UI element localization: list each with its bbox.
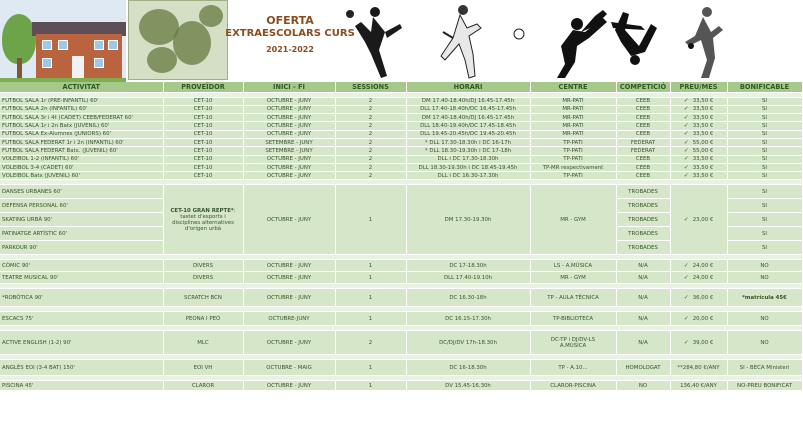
checkmark-icon: ✓: [683, 105, 689, 113]
table-row: [0, 147, 802, 155]
table-row: [0, 360, 802, 376]
table-cell: CET-10: [163, 163, 243, 171]
col-centre: CENTRE: [530, 82, 616, 92]
table-cell: OCTUBRE - JUNY: [243, 272, 335, 284]
table-cell: ✓ 33,50 €: [670, 172, 727, 180]
title-line1: OFERTA: [266, 14, 314, 27]
table-cell: CEEB: [616, 172, 670, 180]
table-cell: ✓ 33,50 €: [670, 105, 727, 113]
table-cell: SI: [727, 147, 802, 155]
table-cell: FUTBOL SALA FEDERAT 1r i 2n (INFANTIL) 60': [0, 138, 163, 146]
activities-table: [0, 82, 803, 391]
table-cell: CEEB: [616, 105, 670, 113]
table-cell: SI: [727, 185, 802, 199]
table-row: [0, 272, 802, 284]
table-cell: DLL 18.30-19.30h i DC 18.45-19.45h: [406, 163, 530, 171]
table-cell: CET-10: [163, 122, 243, 130]
checkmark-icon: ✓: [683, 163, 689, 171]
table-cell: 2: [335, 172, 406, 180]
table-cell: 2: [335, 163, 406, 171]
table-cell: N/A: [616, 312, 670, 326]
table-cell: DM 17.40-18.40h/DJ 16.45-17.45h: [406, 97, 530, 105]
table-cell: OCTUBRE - JUNY: [243, 185, 335, 255]
table-cell: OCTUBRE - JUNY: [243, 122, 335, 130]
table-cell: TP-PATI: [530, 172, 616, 180]
table-cell: FUTBOL SALA Ex-Alumnes (JUNIORS) 60': [0, 130, 163, 138]
table-cell: SETEMBRE - JUNY: [243, 147, 335, 155]
table-cell: TP - AULA TÈCNICA: [530, 289, 616, 307]
urban-provider-cell: CET-10 GRAN REPTE*: tastet d'esports i disciplines alternatives d'origen urbà: [163, 185, 243, 255]
table-cell: MR-PATI: [530, 130, 616, 138]
table-cell: CEEB: [616, 155, 670, 163]
table-cell: CEEB: [616, 163, 670, 171]
table-cell: DANSES URBANES 60': [0, 185, 163, 199]
table-cell: SI: [727, 97, 802, 105]
table-row: [0, 260, 802, 272]
checkmark-icon: ✓: [683, 122, 689, 130]
table-cell: 2: [335, 130, 406, 138]
table-row: [0, 331, 802, 355]
table-cell: FEDERAT: [616, 147, 670, 155]
volleyball-player-icon: [355, 7, 402, 78]
table-cell: OCTUBRE - JUNY: [243, 331, 335, 355]
table-cell: CEEB: [616, 122, 670, 130]
table-cell: * DLL 18.30-19.30h i DC 17-18h: [406, 147, 530, 155]
volleyball-icon: [346, 10, 354, 18]
table-cell: FUTBOL SALA FEDERAT Batx. (JUVENIL) 60': [0, 147, 163, 155]
checkmark-icon: ✓: [683, 171, 689, 179]
table-cell: 1: [335, 272, 406, 284]
table-cell: OCTUBRE - JUNY: [243, 260, 335, 272]
checkmark-icon: ✓: [683, 293, 689, 301]
table-cell: ✓ 33,50 €: [670, 114, 727, 122]
table-cell: MLC: [163, 331, 243, 355]
table-cell: 1: [335, 360, 406, 376]
table-cell: ✓ 24,00 €: [670, 272, 727, 284]
table-cell: ESCACS 75': [0, 312, 163, 326]
table-row: [0, 114, 802, 122]
table-cell: SI: [727, 163, 802, 171]
table-cell: N/A: [616, 272, 670, 284]
table-cell: DC 16.15-17.30h: [406, 312, 530, 326]
table-cell: OCTUBRE - JUNY: [243, 130, 335, 138]
table-cell: TROBADES: [616, 185, 670, 199]
table-row: [0, 130, 802, 138]
table-cell: ✓ 33,50 €: [670, 97, 727, 105]
header-banner: [0, 0, 758, 82]
table-cell: ACTIVE ENGLISH (1-2) 90': [0, 331, 163, 355]
table-cell: TP-PATI: [530, 138, 616, 146]
col-sessions: SESSIONS: [335, 82, 406, 92]
table-cell: TP-PATI: [530, 147, 616, 155]
table-header-row: [0, 82, 802, 92]
table-row: [0, 138, 802, 146]
table-cell: NO: [616, 381, 670, 391]
table-cell: TROBADES: [616, 227, 670, 241]
checkmark-icon: ✓: [683, 138, 689, 146]
martial-artist-icon: [557, 10, 607, 78]
table-row: [0, 105, 802, 113]
table-cell: FUTBOL SALA 1r (PRE-INFANTIL) 60': [0, 97, 163, 105]
table-cell: N/A: [616, 331, 670, 355]
table-cell: CET-10: [163, 114, 243, 122]
table-cell: SETEMBRE - JUNY: [243, 138, 335, 146]
table-cell: CET-10: [163, 97, 243, 105]
table-cell: 136,40 €/ANY: [670, 381, 727, 391]
table-cell: ✓ 24,00 €: [670, 260, 727, 272]
table-cell: 1: [335, 260, 406, 272]
table-cell: 1: [335, 381, 406, 391]
checkmark-icon: ✓: [683, 130, 689, 138]
table-cell: OCTUBRE - JUNY: [243, 172, 335, 180]
table-cell: SCRATCH BCN: [163, 289, 243, 307]
table-row: [0, 381, 802, 391]
table-cell: VOLEIBOL 1-2 (INFANTIL) 60': [0, 155, 163, 163]
checkmark-icon: ✓: [683, 146, 689, 154]
table-cell: DLL 17.40-19.10h: [406, 272, 530, 284]
table-cell: SI - BECA Ministeri: [727, 360, 802, 376]
table-cell: CET-10: [163, 172, 243, 180]
table-row: [0, 172, 802, 180]
table-cell: MR-PATI: [530, 97, 616, 105]
table-cell: SI: [727, 172, 802, 180]
col-bonificable: BONIFICABLE: [727, 82, 802, 92]
table-cell: SI: [727, 122, 802, 130]
table-cell: DC-TP i DJ/DV-LS A.MÚSICA: [530, 331, 616, 355]
dancer-icon: [685, 7, 723, 78]
table-cell: CEEB: [616, 130, 670, 138]
checkmark-icon: ✓: [683, 113, 689, 121]
football-sketch-image: [128, 0, 228, 80]
col-inici: INICI - FI: [243, 82, 335, 92]
breakdancer-icon: [611, 12, 657, 65]
checkmark-icon: ✓: [683, 314, 689, 322]
table-cell: PISCINA 45': [0, 381, 163, 391]
table-cell: ✓ 20,00 €: [670, 312, 727, 326]
table-cell: TP-MR respectivament: [530, 163, 616, 171]
table-cell: ANGLÈS EOI (3-4 BAT) 150': [0, 360, 163, 376]
table-cell: VOLEIBOL 3-4 (CADET) 60': [0, 163, 163, 171]
table-cell: TP-PATI: [530, 155, 616, 163]
col-activitat: ACTIVITAT: [0, 82, 163, 92]
table-cell: TROBADES: [616, 213, 670, 227]
table-cell: 2: [335, 114, 406, 122]
table-cell: OCTUBRE - JUNY: [243, 381, 335, 391]
table-cell: OCTUBRE - JUNY: [243, 105, 335, 113]
table-cell: TROBADES: [616, 241, 670, 255]
table-cell: OCTUBRE-JUNY: [243, 312, 335, 326]
table-cell: NO-PREU BONIFICAT: [727, 381, 802, 391]
table-cell: FUTBOL SALA 1r i 2n Batx (JUVENIL) 60': [0, 122, 163, 130]
col-proveidor: PROVEÏDOR: [163, 82, 243, 92]
table-row: [0, 97, 802, 105]
table-cell: CET-10: [163, 130, 243, 138]
col-preu: PREU/MES: [670, 82, 727, 92]
table-cell: MR - GYM: [530, 185, 616, 255]
school-year: 2021-2022: [266, 45, 314, 54]
table-cell: DC/DJ/DV 17h-18.30h: [406, 331, 530, 355]
table-cell: 1: [335, 312, 406, 326]
table-cell: CET-10: [163, 147, 243, 155]
table-cell: DIVERS: [163, 260, 243, 272]
football-player-icon: [441, 5, 524, 78]
table-cell: DC 16.30-18h: [406, 289, 530, 307]
table-cell: **284,80 €/ANY: [670, 360, 727, 376]
table-cell: MR-PATI: [530, 122, 616, 130]
table-cell: NO: [727, 312, 802, 326]
table-row: [0, 185, 802, 199]
checkmark-icon: ✓: [683, 97, 689, 105]
table-cell: MR - GYM: [530, 272, 616, 284]
table-cell: NO: [727, 260, 802, 272]
col-horari: HORARI: [406, 82, 530, 92]
table-cell: OCTUBRE - MAIG: [243, 360, 335, 376]
table-cell: CET-10: [163, 155, 243, 163]
table-cell: ✓ 55,00 €: [670, 147, 727, 155]
table-cell: MR-PATI: [530, 114, 616, 122]
table-cell: TP - A.10...: [530, 360, 616, 376]
table-cell: PEONA I PEÓ: [163, 312, 243, 326]
table-cell: PATINATGE ARTÍSTIC 60': [0, 227, 163, 241]
table-cell: CEEB: [616, 97, 670, 105]
table-cell: CÒMIC 90': [0, 260, 163, 272]
col-competicio: COMPETICIÓ: [616, 82, 670, 92]
table-cell: DC 17-18.30h: [406, 260, 530, 272]
checkmark-icon: ✓: [683, 273, 689, 281]
table-cell: OCTUBRE - JUNY: [243, 97, 335, 105]
table-cell: HOMOLOGAT: [616, 360, 670, 376]
table-cell: FUTBOL SALA 3r i 4t (CADET) CEEB/FEDERAT 60': [0, 114, 163, 122]
table-cell: SI: [727, 213, 802, 227]
table-cell: N/A: [616, 260, 670, 272]
table-cell: ✓ 39,00 €: [670, 331, 727, 355]
sports-silhouettes: [345, 2, 758, 80]
table-cell: MR-PATI: [530, 105, 616, 113]
table-cell: TROBADES: [616, 199, 670, 213]
table-cell: EOI VH: [163, 360, 243, 376]
table-cell: DLL 19.45-20.45h/DC 19.45-20.45h: [406, 130, 530, 138]
table-cell: SI: [727, 199, 802, 213]
table-row: [0, 163, 802, 171]
table-cell: ✓ 55,00 €: [670, 138, 727, 146]
table-cell: DLL i DC 17.30-18.30h: [406, 155, 530, 163]
table-row: [0, 289, 802, 307]
table-cell: DLL i DC 16.30-17.30h: [406, 172, 530, 180]
table-cell: ✓ 33,50 €: [670, 130, 727, 138]
table-cell: CET-10: [163, 105, 243, 113]
table-cell: PARKOUR 90': [0, 241, 163, 255]
table-cell: DIVERS: [163, 272, 243, 284]
table-cell: 2: [335, 147, 406, 155]
table-cell: *ROBÒTICA 90': [0, 289, 163, 307]
table-cell: DLL 18.40-19.40h/DC 17.45-18.45h: [406, 122, 530, 130]
title-line2: EXTRAESCOLARS CURS: [225, 28, 355, 39]
school-building-image: [0, 0, 126, 82]
table-cell: FEDERAT: [616, 138, 670, 146]
table-cell: SI: [727, 105, 802, 113]
table-row: [0, 122, 802, 130]
table-cell: DLL 17.40-18.40h/DC 16.45-17.45h: [406, 105, 530, 113]
table-cell: 1: [335, 289, 406, 307]
table-cell: ✓ 33,50 €: [670, 122, 727, 130]
table-cell: *matrícula 45€: [727, 289, 802, 307]
table-cell: NO: [727, 272, 802, 284]
table-cell: 2: [335, 97, 406, 105]
table-cell: OCTUBRE - JUNY: [243, 155, 335, 163]
table-cell: 2: [335, 138, 406, 146]
table-cell: OCTUBRE - JUNY: [243, 114, 335, 122]
table-cell: 2: [335, 105, 406, 113]
table-cell: SI: [727, 138, 802, 146]
table-cell: CEEB: [616, 114, 670, 122]
table-cell: DM 17.30-19.30h: [406, 185, 530, 255]
table-cell: CLAROR-PISCINA: [530, 381, 616, 391]
table-cell: ✓ 33,50 €: [670, 155, 727, 163]
table-cell: 2: [335, 155, 406, 163]
table-cell: OCTUBRE - JUNY: [243, 163, 335, 171]
table-cell: DC 16-18.30h: [406, 360, 530, 376]
table-cell: DV 15.45-16.30h: [406, 381, 530, 391]
table-cell: SI: [727, 130, 802, 138]
table-cell: TP-BIBLIOTECA: [530, 312, 616, 326]
table-cell: 2: [335, 331, 406, 355]
table-cell: OCTUBRE - JUNY: [243, 289, 335, 307]
checkmark-icon: ✓: [683, 155, 689, 163]
table-cell: 1: [335, 185, 406, 255]
table-cell: ✓ 36,00 €: [670, 289, 727, 307]
table-cell: SI: [727, 241, 802, 255]
table-cell: * DLL 17.30-18.30h i DC 16-17h: [406, 138, 530, 146]
table-cell: 2: [335, 122, 406, 130]
table-cell: CET-10: [163, 138, 243, 146]
table-cell: CLAROR: [163, 381, 243, 391]
table-cell: NO: [727, 331, 802, 355]
table-row: [0, 312, 802, 326]
table-cell: SI: [727, 227, 802, 241]
table-cell: TEATRE MUSICAL 90': [0, 272, 163, 284]
table-cell: DM 17.40-18.40h/DJ 16.45-17.45h: [406, 114, 530, 122]
table-row: [0, 155, 802, 163]
table-cell: FUTBOL SALA 2n (INFANTIL) 60': [0, 105, 163, 113]
table-cell: SI: [727, 155, 802, 163]
checkmark-icon: ✓: [683, 215, 689, 223]
table-cell: DEFENSA PERSONAL 60': [0, 199, 163, 213]
checkmark-icon: ✓: [683, 261, 689, 269]
page-title: [225, 14, 355, 57]
table-cell: N/A: [616, 289, 670, 307]
table-cell: ✓ 33,50 €: [670, 163, 727, 171]
table-cell: LS - A.MÚSICA: [530, 260, 616, 272]
table-cell: SKATING URBÀ 90': [0, 213, 163, 227]
table-cell: SI: [727, 114, 802, 122]
checkmark-icon: ✓: [683, 338, 689, 346]
table-cell: VOLEIBOL Batx (JUVENIL) 60': [0, 172, 163, 180]
table-cell: ✓ 23,00 €: [670, 185, 727, 255]
